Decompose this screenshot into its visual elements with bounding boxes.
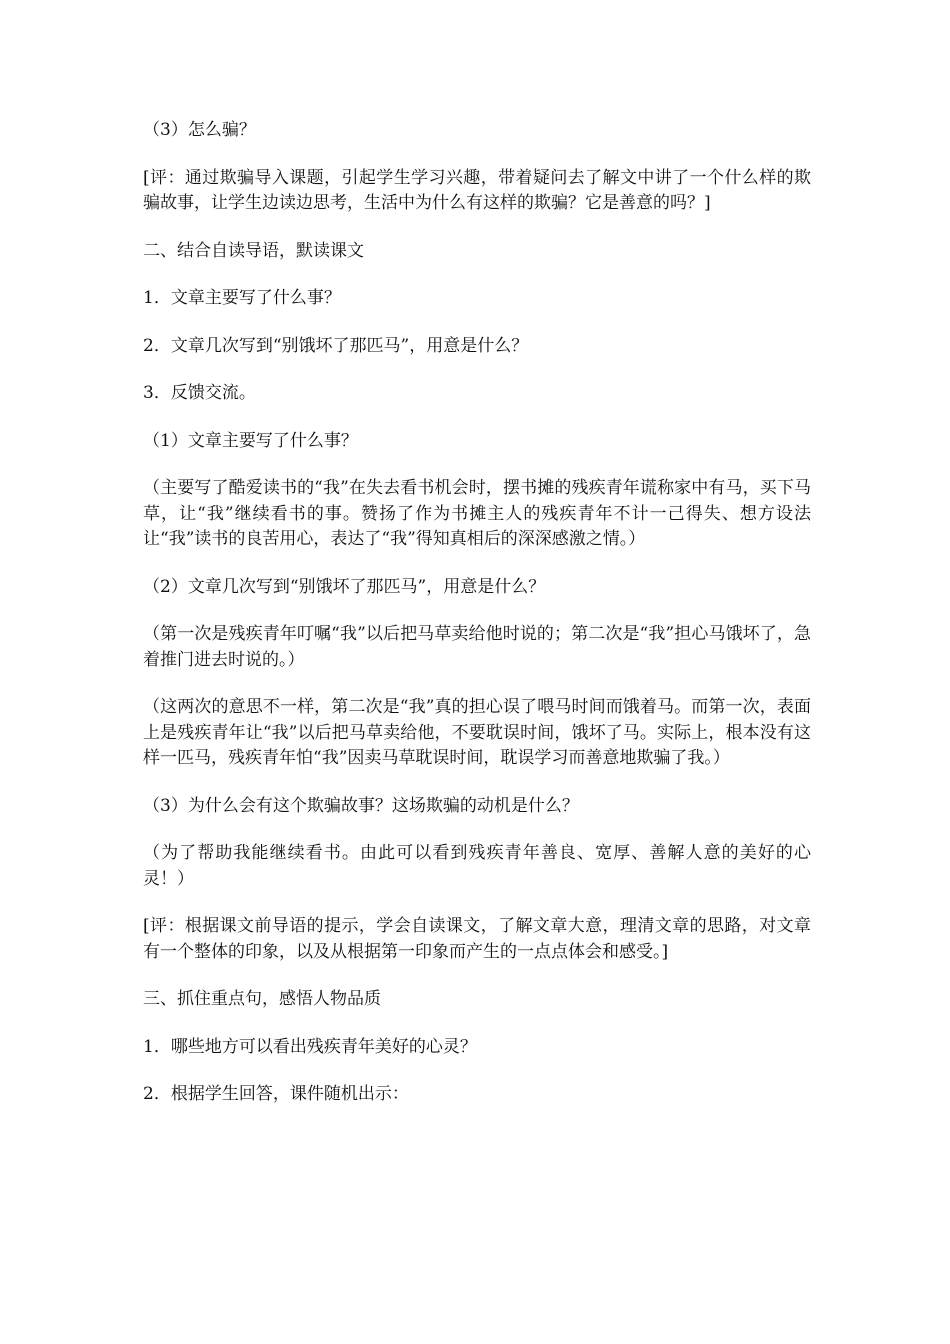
section-heading-3: 三、抓住重点句，感悟人物品质 bbox=[143, 989, 381, 1009]
paragraph-answer-2a: （第一次是残疾青年叮嘱“我”以后把马草卖给他时说的；第二次是“我”担心马饿坏了，急着推门进去时说的。） bbox=[143, 624, 811, 670]
paragraph-question-1: 1．文章主要写了什么事？ bbox=[143, 288, 341, 308]
paragraph-answer-1: （主要写了酷爱读书的“我”在失去看书机会时，摆书摊的残疾青年谎称家中有马，买下马草，让“我”继续看书的事。赞扬了作为书摊主人的残疾青年不计一己得失、想方设法让“我”读书的良苦用心，表达了“我”得知真相后的深深感激之情。） bbox=[143, 478, 811, 549]
paragraph-comment-1: [评：通过欺骗导入课题，引起学生学习兴趣，带着疑问去了解文中讲了一个什么样的欺骗故事，让学生边读边思考，生活中为什么有这样的欺骗？它是善意的吗？] bbox=[143, 167, 811, 213]
paragraph-sub-question-3b: （3）为什么会有这个欺骗故事？这场欺骗的动机是什么？ bbox=[143, 795, 579, 816]
paragraph-question-3: 3．反馈交流。 bbox=[143, 383, 256, 403]
document-body bbox=[143, 118, 811, 1130]
paragraph-answer-3: （为了帮助我能继续看书。由此可以看到残疾青年善良、宽厚、善解人意的美好的心灵！） bbox=[143, 843, 811, 889]
paragraph-sub-question-3: （3）怎么骗？ bbox=[143, 120, 256, 140]
paragraph-question-2b: 2．根据学生回答，课件随机出示： bbox=[143, 1084, 409, 1104]
paragraph-sub-question-2: （2）文章几次写到“别饿坏了那匹马”，用意是什么？ bbox=[143, 576, 546, 597]
section-heading-2: 二、结合自读导语，默读课文 bbox=[143, 240, 364, 261]
paragraph-answer-2b: （这两次的意思不一样，第二次是“我”真的担心误了喂马时间而饿着马。而第一次，表面上是残疾青年让“我”以后把马草卖给他，不要耽误时间，饿坏了马。实际上，根本没有这样一匹马，残疾青年怕“我”因卖马草耽误时间，耽误学习而善意地欺骗了我。） bbox=[143, 697, 811, 768]
paragraph-question-1b: 1．哪些地方可以看出残疾青年美好的心灵？ bbox=[143, 1036, 477, 1057]
paragraph-sub-question-1: （1）文章主要写了什么事？ bbox=[143, 430, 358, 451]
paragraph-comment-2: [评：根据课文前导语的提示，学会自读课文，了解文章大意，理清文章的思路，对文章有一个整体的印象，以及从根据第一印象而产生的一点点体会和感受。] bbox=[143, 916, 811, 962]
paragraph-question-2: 2．文章几次写到“别饿坏了那匹马”，用意是什么？ bbox=[143, 335, 529, 356]
